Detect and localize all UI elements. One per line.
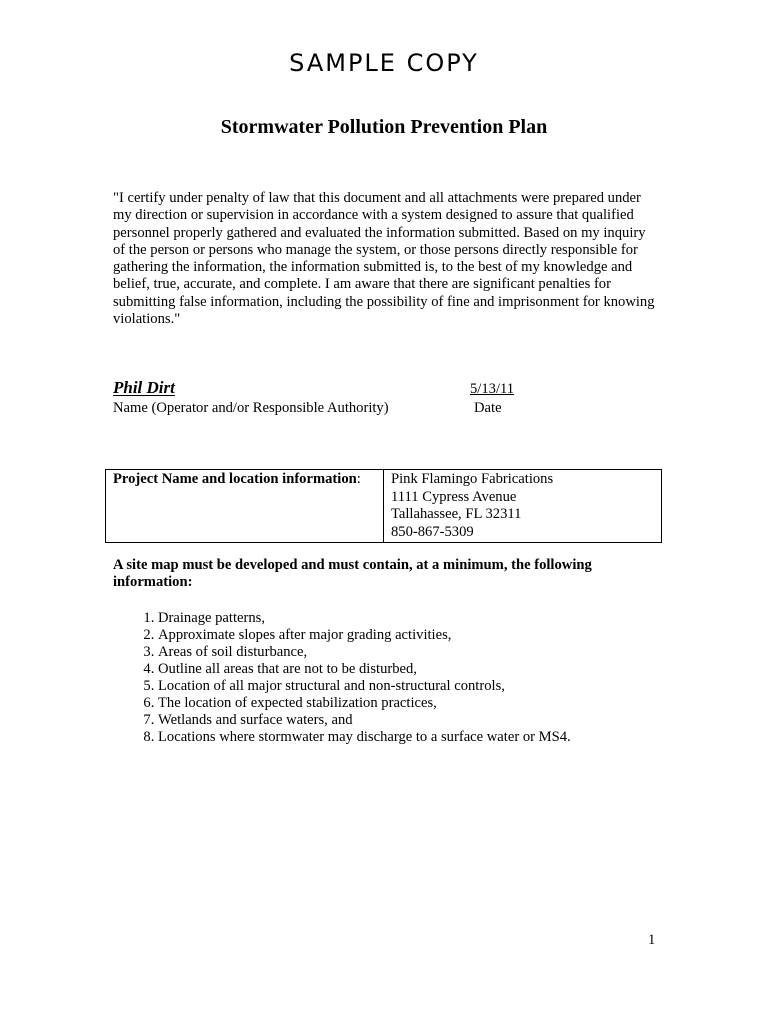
project-info-table [105,469,662,543]
signature: Phil Dirt [113,378,175,397]
project-info-colon: : [356,471,361,487]
list-item: 6. The location of expected stabilization practices, [158,695,571,712]
project-address: 1111 Cypress Avenue [391,488,517,505]
page-title: Stormwater Pollution Prevention Plan [220,116,548,138]
site-map-list [113,610,571,746]
project-city: Tallahassee, FL 32311 [391,506,522,522]
sample-copy-watermark: SAMPLE COPY [289,49,479,77]
project-info-label-cell [106,470,384,543]
project-info-label: Project Name and location information [113,471,357,487]
project-info-value-cell [384,470,662,543]
project-name: Pink Flamingo Fabrications [391,471,554,487]
list-item: 5. Location of all major structural and non-structural controls, [158,678,571,695]
list-item: 1. Drainage patterns, [158,610,571,627]
project-info-row [106,470,662,543]
list-item: 7. Wetlands and surface waters, and [158,712,571,729]
date-label: Date [474,400,502,416]
list-item: 8. Locations where stormwater may discharge to a surface water or MS4. [158,729,571,746]
signature-date: 5/13/11 [470,381,515,397]
page-number: 1 [648,932,656,948]
list-item: 3. Areas of soil disturbance, [158,644,571,661]
list-item: 2. Approximate slopes after major grading activities, [158,627,571,644]
certification-statement: "I certify under penalty of law that this document and all attachments were prepared under my direction or supervision in accordance with a system designed to assure that qualified personnel properly gathered and evaluated the information submitted. Based on my inquiry of the person or persons who manage the system, or those persons directly responsible for gathering the information, the information submitted is, to the best of my knowledge and belief, true, accurate, and complete. I am aware that there are significant penalties for submitting false information, including the possibility of fine and imprisonment for knowing violations." [113,190,655,328]
site-map-heading: A site map must be developed and must contain, at a minimum, the following information: [113,557,592,590]
list-item: 4. Outline all areas that are not to be disturbed, [158,661,571,678]
project-phone: 850-867-5309 [391,523,474,540]
name-label: Name (Operator and/or Responsible Authority) [113,400,389,416]
